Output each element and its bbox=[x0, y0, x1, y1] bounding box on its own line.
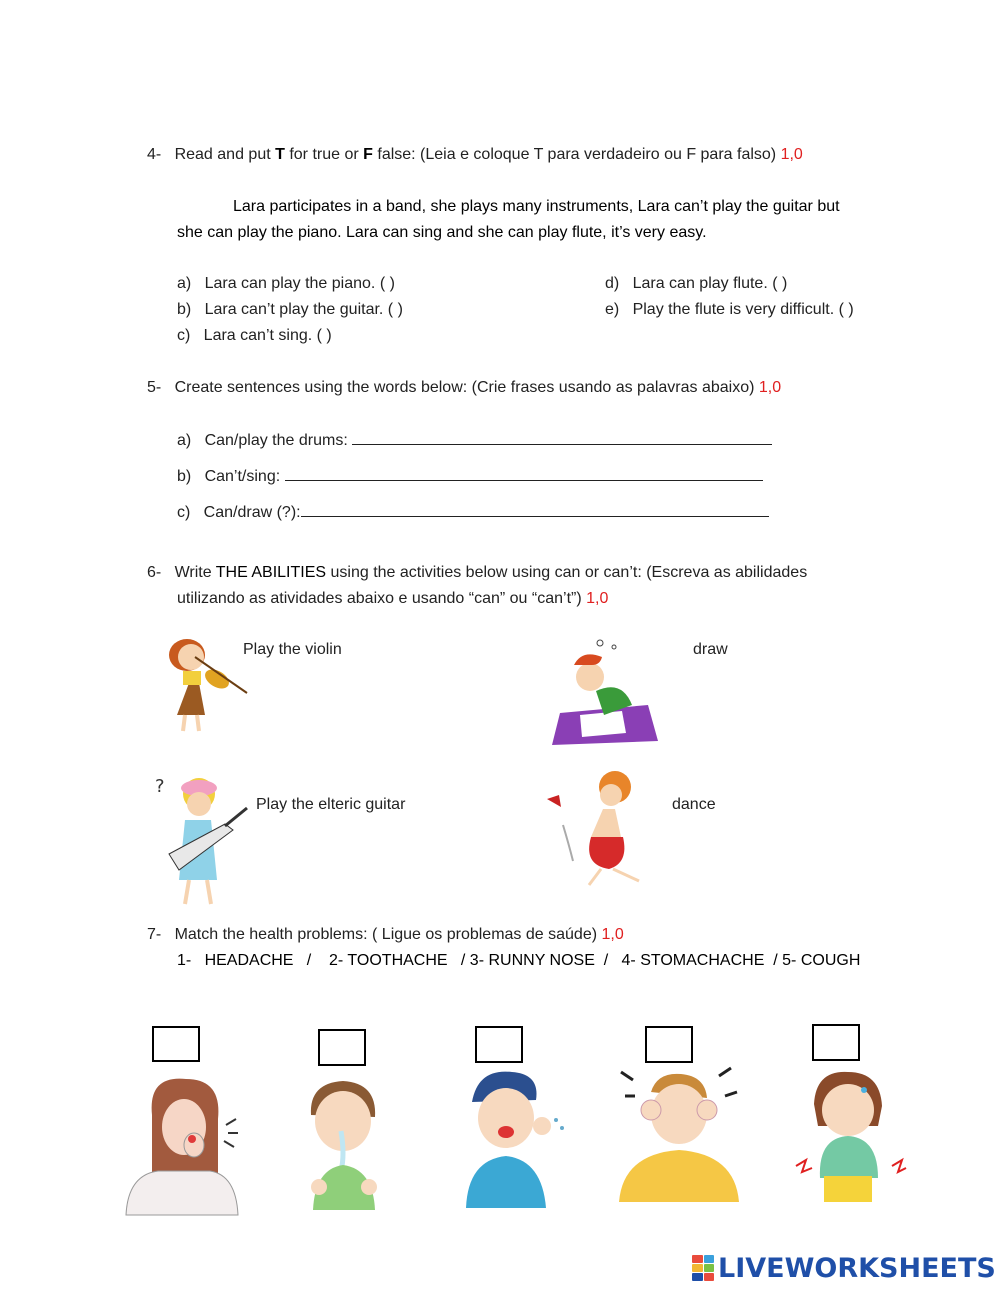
q6-text-pre: Write bbox=[174, 564, 216, 581]
toothache-woman-image bbox=[118, 1075, 243, 1215]
q6-heading-line2 bbox=[177, 590, 608, 608]
activity-guitar-label: Play the elteric guitar bbox=[256, 796, 406, 813]
q5-item-text: Can’t/sing: bbox=[204, 468, 285, 485]
q7-number: 7- bbox=[147, 926, 162, 943]
q7-heading bbox=[147, 926, 624, 944]
q7-options: 1- HEADACHE / 2- TOOTHACHE / 3- RUNNY NOSE / 4- STOMACHACHE / 5- COUGH bbox=[177, 952, 861, 969]
q4-item-a bbox=[177, 275, 395, 293]
q7-score: 1,0 bbox=[601, 926, 624, 943]
q5-item-a bbox=[177, 430, 772, 450]
q5-item-letter: c) bbox=[177, 504, 191, 521]
q5-item-letter: b) bbox=[177, 468, 192, 485]
q5-number: 5- bbox=[147, 379, 162, 396]
answer-line-c[interactable] bbox=[301, 502, 769, 517]
logo-text: LIVEWORKSHEETS bbox=[718, 1252, 996, 1284]
activity-violin-label: Play the violin bbox=[243, 641, 342, 658]
q6-number: 6- bbox=[147, 564, 162, 581]
q4-item-text: Lara can’t sing. ( ) bbox=[203, 327, 332, 344]
q6-heading bbox=[147, 564, 807, 582]
q4-item-c bbox=[177, 327, 332, 345]
svg-text:?: ? bbox=[155, 776, 165, 797]
q4-item-text: Play the flute is very difficult. ( ) bbox=[632, 301, 854, 318]
q4-item-letter: e) bbox=[605, 301, 620, 318]
q4-score: 1,0 bbox=[780, 146, 803, 163]
answer-box-3[interactable] bbox=[475, 1026, 523, 1063]
q5-text: Create sentences using the words below: (Crie frases usando as palavras abaixo) bbox=[174, 379, 759, 396]
q4-item-text: Lara can play the piano. ( ) bbox=[204, 275, 395, 292]
q6-line2: utilizando as atividades abaixo e usando “can” ou “can’t”) bbox=[177, 590, 587, 607]
q4-item-b bbox=[177, 301, 403, 319]
q4-text-pre: Read and put bbox=[174, 146, 276, 163]
q6-score: 1,0 bbox=[586, 590, 609, 607]
answer-line-b[interactable] bbox=[285, 466, 763, 481]
q5-item-b bbox=[177, 466, 763, 486]
draw-man-image bbox=[552, 635, 662, 745]
q4-item-letter: d) bbox=[605, 275, 620, 292]
q4-item-e bbox=[605, 301, 854, 319]
q4-item-text: Lara can play flute. ( ) bbox=[632, 275, 788, 292]
q4-text-mid: for true or bbox=[284, 146, 364, 163]
dance-woman-image bbox=[543, 765, 658, 890]
logo-mark-icon bbox=[692, 1255, 714, 1281]
stomachache-woman-image bbox=[792, 1068, 907, 1203]
guitar-girl-image bbox=[155, 770, 250, 910]
q4-item-letter: c) bbox=[177, 327, 191, 344]
q5-item-c bbox=[177, 502, 769, 522]
q4-item-d bbox=[605, 275, 787, 293]
liveworksheets-logo bbox=[692, 1252, 996, 1284]
q6-text-post: using the activities below using can or can’t: (Escreva as abilidades bbox=[326, 564, 808, 581]
q4-paragraph-line2: she can play the piano. Lara can sing and she can play flute, it’s very easy. bbox=[177, 224, 707, 241]
q4-item-letter: b) bbox=[177, 301, 192, 318]
q4-t: T bbox=[275, 146, 285, 163]
q4-text-post: false: (Leia e coloque T para verdadeiro ou F para falso) bbox=[372, 146, 781, 163]
violin-girl-image bbox=[155, 627, 250, 735]
q4-paragraph-line1: Lara participates in a band, she plays many instruments, Lara can’t play the guitar but bbox=[233, 198, 840, 215]
cough-boy-image bbox=[460, 1068, 570, 1208]
runny-nose-boy-image bbox=[295, 1075, 395, 1210]
q5-score: 1,0 bbox=[758, 379, 782, 396]
q6-bold: THE ABILITIES bbox=[215, 564, 327, 581]
q4-number: 4- bbox=[147, 146, 162, 163]
answer-box-2[interactable] bbox=[318, 1029, 366, 1066]
headache-man-image bbox=[615, 1062, 745, 1202]
q4-f: F bbox=[363, 146, 373, 163]
activity-dance-label: dance bbox=[672, 796, 716, 813]
answer-line-a[interactable] bbox=[352, 430, 772, 445]
q5-item-text: Can/play the drums: bbox=[204, 432, 353, 449]
answer-box-1[interactable] bbox=[152, 1026, 200, 1062]
activity-draw-label: draw bbox=[693, 641, 728, 658]
answer-box-5[interactable] bbox=[812, 1024, 860, 1061]
q5-item-letter: a) bbox=[177, 432, 192, 449]
q4-item-text: Lara can’t play the guitar. ( ) bbox=[204, 301, 403, 318]
q7-text: Match the health problems: ( Ligue os problemas de saúde) bbox=[174, 926, 602, 943]
q5-item-text: Can/draw (?): bbox=[203, 504, 301, 521]
q4-item-letter: a) bbox=[177, 275, 192, 292]
q4-heading bbox=[147, 146, 803, 164]
q5-heading bbox=[147, 379, 781, 397]
answer-box-4[interactable] bbox=[645, 1026, 693, 1063]
